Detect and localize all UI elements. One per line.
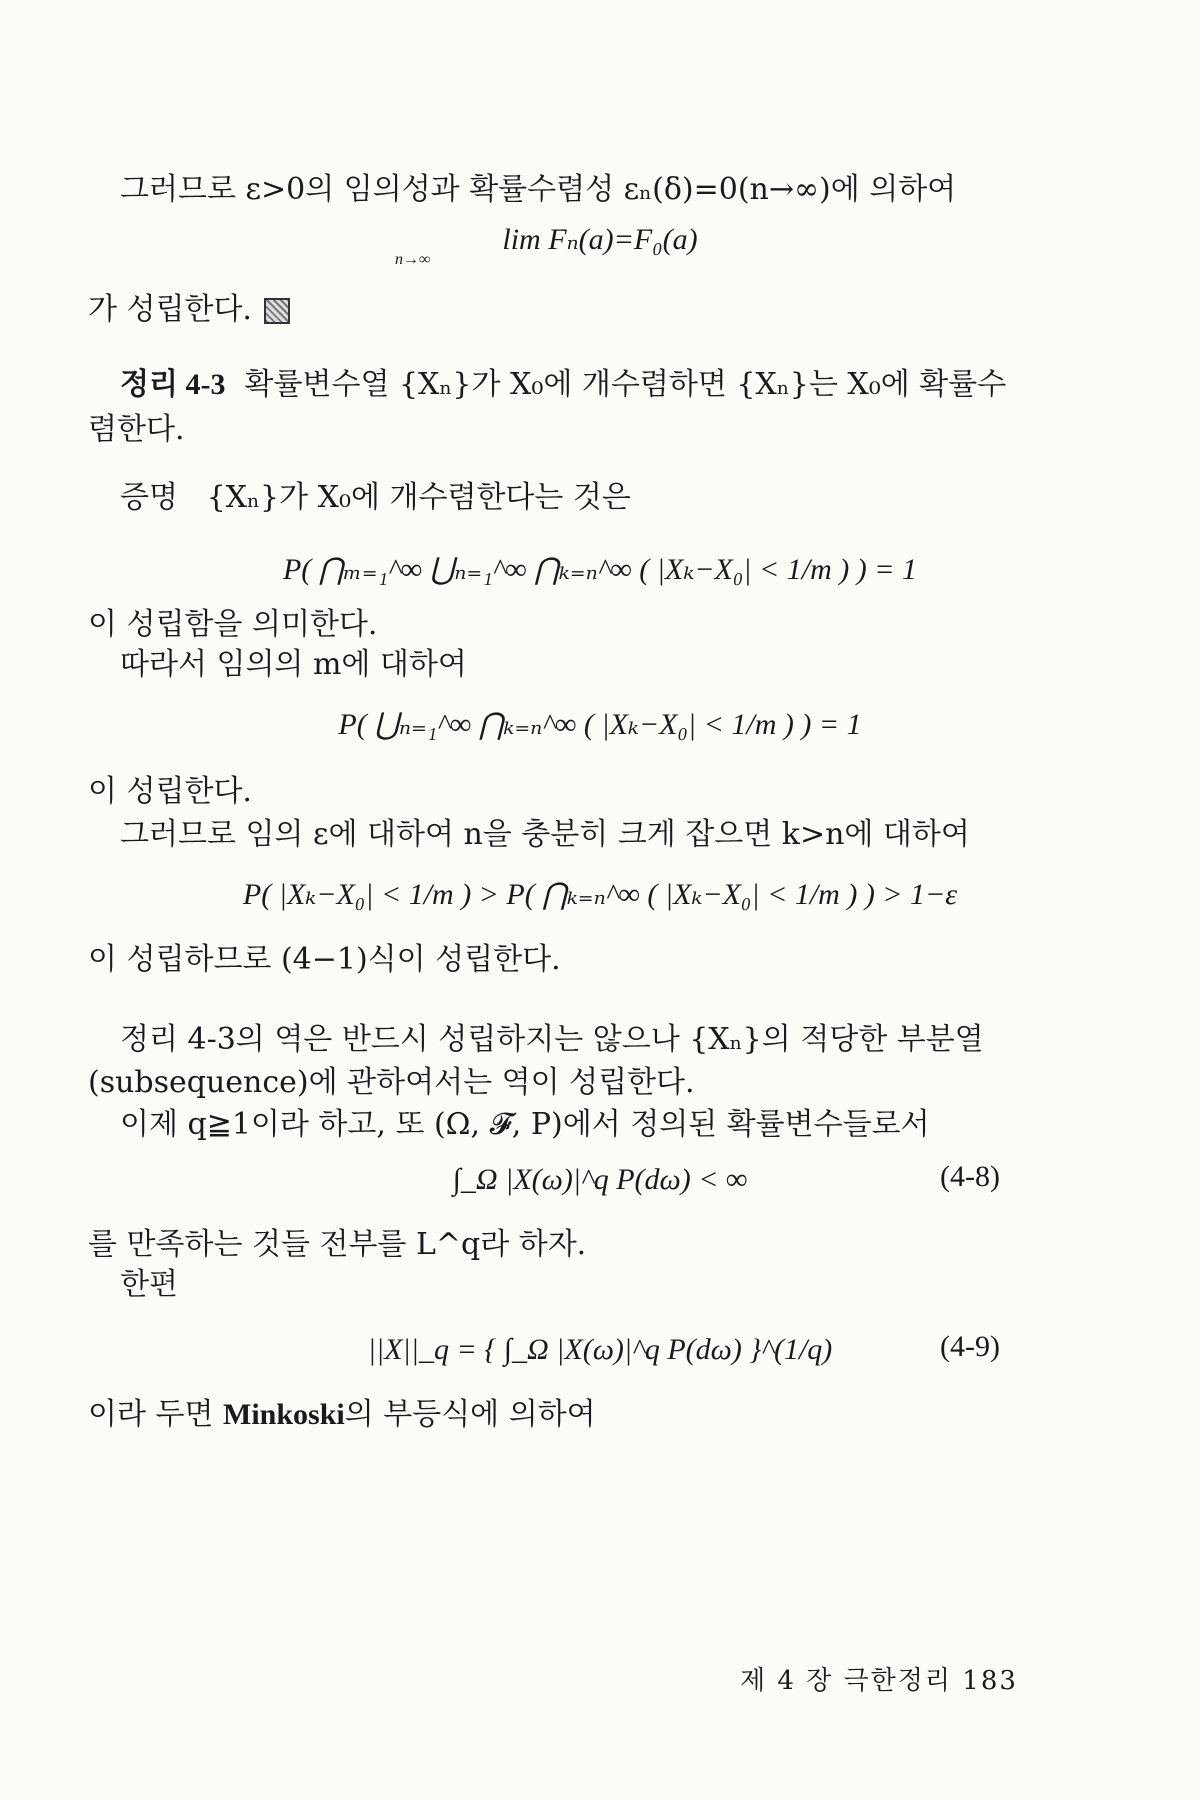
theorem-line	[120, 365, 1006, 405]
proof-line	[120, 478, 631, 518]
text-line-10: 이제 q≧1이라 하고, 또 (Ω, 𝓕, P)에서 정의된 확률변수들로서	[120, 1107, 930, 1142]
text-line-13	[88, 1395, 596, 1435]
text-line-8: 정리 4-3의 역은 반드시 성립하지는 않으나 {Xₙ}의 적당한 부분열	[120, 1022, 984, 1057]
text-line-2-text: 가 성립한다.	[88, 292, 252, 327]
text-line-2	[88, 290, 290, 330]
text-line-11: 를 만족하는 것들 전부를 L^q라 하자.	[88, 1227, 587, 1262]
text-line-13-a: 이라 두면	[88, 1397, 223, 1432]
text-line-13-c: 의 부등식에 의하여	[344, 1397, 596, 1432]
theorem-text-2: 렴한다.	[88, 412, 185, 447]
equation-2: P( ⋂ₘ₌₁^∞ ⋃ₙ₌₁^∞ ⋂ₖ₌ₙ^∞ ( |Xₖ−X₀| < 1/m ) ) = 1	[282, 553, 917, 586]
proof-label: 증명	[120, 480, 178, 515]
equation-limit: lim Fₙ(a)=F₀(a)	[502, 223, 698, 256]
text-line-1: 그러므로 ε>0의 임의성과 확률수렴성 εₙ(δ)=0(n→∞)에 의하여	[120, 172, 957, 207]
equation-number-4-8: (4-8)	[940, 1160, 1000, 1193]
proof-text: {Xₙ}가 X₀에 개수렴한다는 것은	[206, 480, 631, 515]
equation-6: ||X||_q = { ∫_Ω |X(ω)|^q P(dω) }^(1/q)	[367, 1333, 833, 1366]
qed-icon	[264, 298, 290, 324]
text-line-5: 이 성립한다.	[88, 774, 252, 809]
text-line-7: 이 성립하므로 (4−1)식이 성립한다.	[88, 942, 561, 977]
minkowski-name: Minkoski	[223, 1398, 345, 1431]
text-line-9: (subsequence)에 관하여서는 역이 성립한다.	[88, 1065, 695, 1100]
text-line-3: 이 성립함을 의미한다.	[88, 607, 378, 642]
equation-number-4-9: (4-9)	[940, 1330, 1000, 1363]
equation-5: ∫_Ω |X(ω)|^q P(dω) < ∞	[452, 1163, 748, 1196]
text-line-4: 따라서 임의의 m에 대하여	[120, 647, 467, 682]
equation-limit-sub: n→∞	[395, 251, 431, 268]
page-footer: 제 4 장 극한정리 183	[740, 1666, 1018, 1696]
theorem-label: 정리 4-3	[120, 368, 226, 401]
equation-3: P( ⋃ₙ₌₁^∞ ⋂ₖ₌ₙ^∞ ( |Xₖ−X₀| < 1/m ) ) = 1	[338, 708, 862, 741]
equation-4: P( |Xₖ−X₀| < 1/m ) > P( ⋂ₖ₌ₙ^∞ ( |Xₖ−X₀| < 1/m ) ) > 1−ε	[242, 878, 958, 911]
text-line-6: 그러므로 임의 ε에 대하여 n을 충분히 크게 잡으면 k>n에 대하여	[120, 817, 970, 852]
theorem-text: 확률변수열 {Xₙ}가 X₀에 개수렴하면 {Xₙ}는 X₀에 확률수	[244, 367, 1007, 402]
text-line-12: 한편	[120, 1267, 178, 1302]
